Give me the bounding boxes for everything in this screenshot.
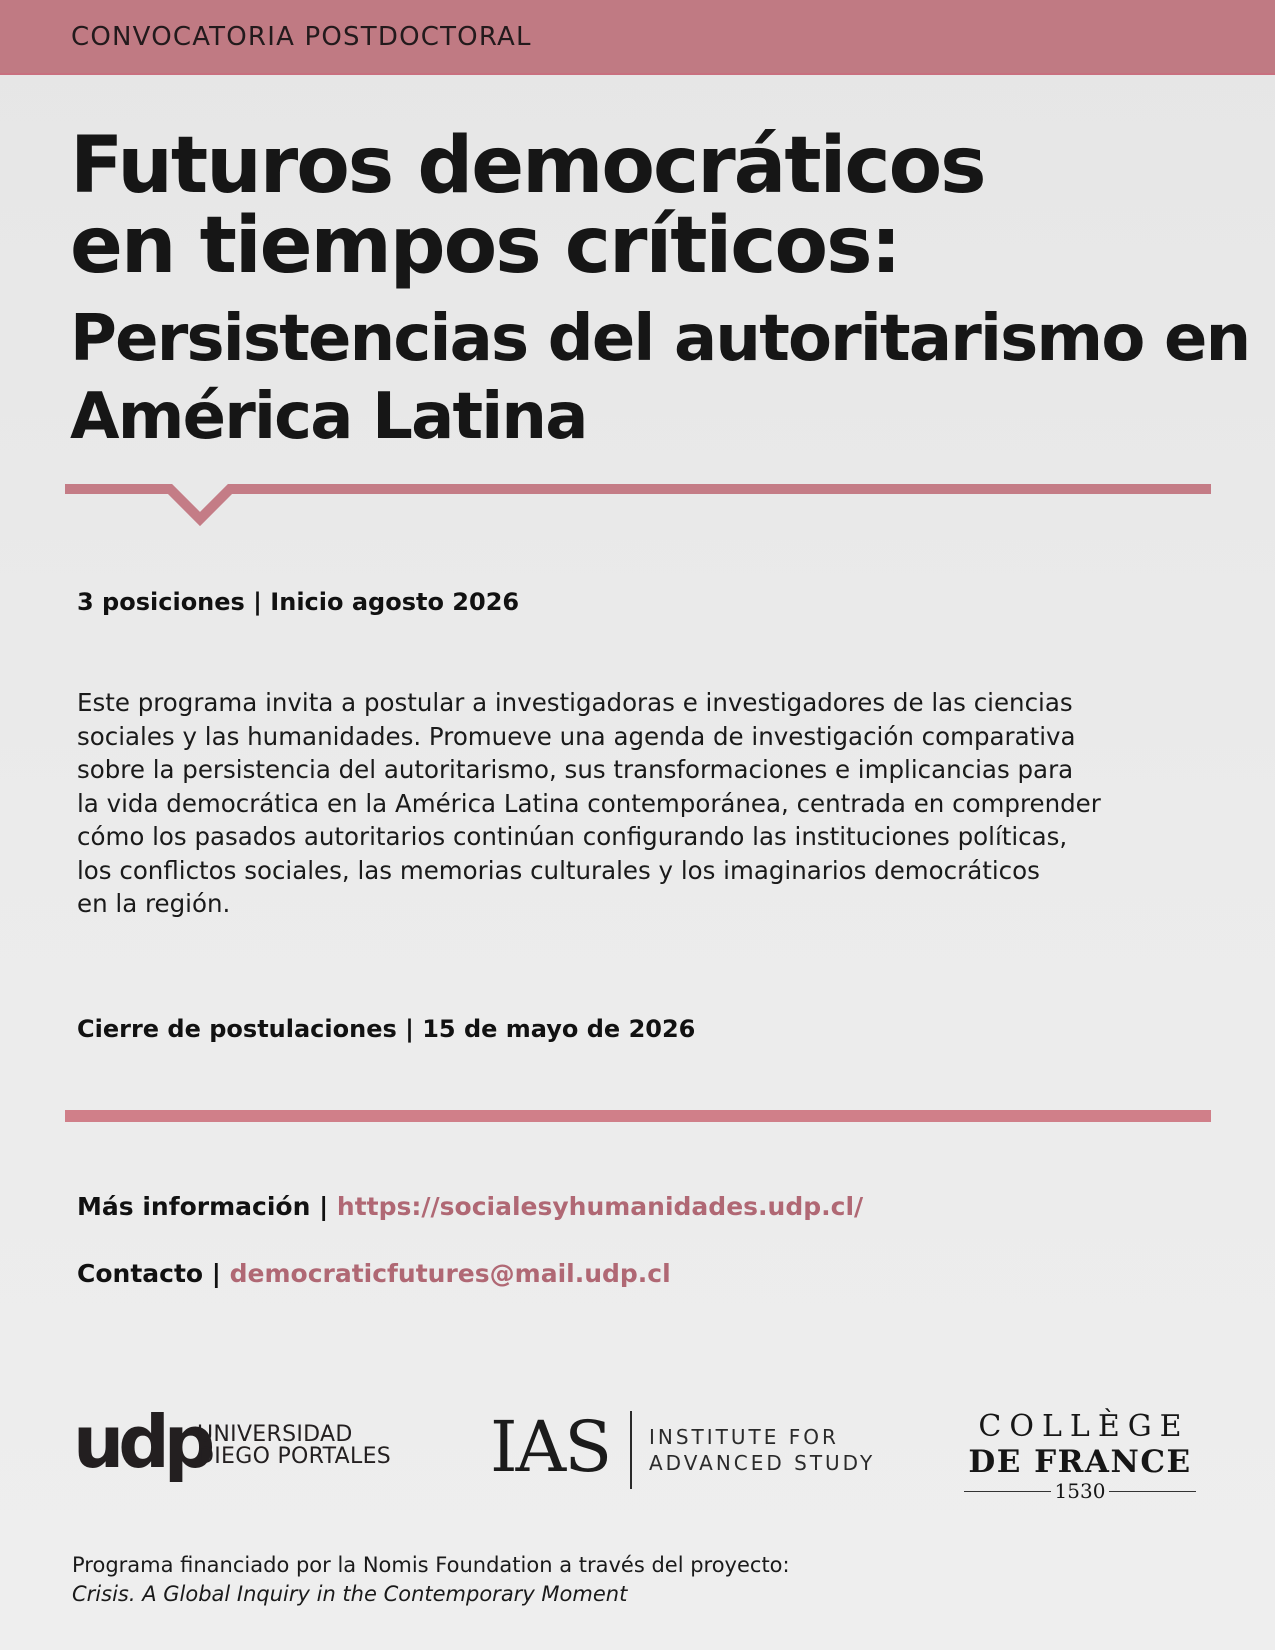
funding-project: Crisis. A Global Inquiry in the Contemporary Moment (72, 1582, 628, 1606)
title-line-1: Futuros democráticos (70, 121, 985, 211)
more-info-link[interactable]: https://socialesyhumanidades.udp.cl/ (336, 1192, 864, 1221)
subtitle-line-2: América Latina (70, 380, 587, 454)
contact-email-link[interactable]: democraticfutures@mail.udp.cl (229, 1259, 671, 1288)
ias-logo-separator (630, 1411, 632, 1489)
ias-logo-line-2: ADVANCED STUDY (649, 1451, 876, 1475)
ias-logo-text (649, 1424, 875, 1476)
udp-logo-line-1: UNIVERSIDAD (197, 1422, 353, 1447)
header-label: CONVOCATORIA POSTDOCTORAL (71, 22, 532, 52)
cdf-logo-line-2: DE FRANCE (968, 1444, 1192, 1480)
description-line: sociales y las humanidades. Promueve una agenda de investigación comparativa (77, 721, 1076, 751)
positions-info: 3 posiciones | Inicio agosto 2026 (77, 588, 520, 616)
description-line: la vida democrática en la América Latina contemporánea, centrada en comprender (77, 788, 1101, 818)
description-line: los conflictos sociales, las memorias culturales y los imaginarios democráticos (77, 855, 1040, 885)
chevron-divider (65, 484, 1211, 530)
description-line: cómo los pasados autoritarios continúan configurando las instituciones políticas, (77, 822, 1068, 851)
page-subtitle (70, 300, 1249, 456)
chevron-down-icon (65, 489, 1211, 519)
funding-note (72, 1551, 790, 1609)
cdf-rule-right (1109, 1491, 1196, 1492)
description-paragraph (77, 686, 1217, 921)
funding-line: Programa financiado por la Nomis Foundation a través del proyecto: (72, 1553, 790, 1577)
cdf-logo-year: 1530 (1054, 1479, 1106, 1503)
title-line-2: en tiempos críticos: (70, 201, 900, 291)
udp-logo-text (197, 1424, 391, 1468)
contact-row (77, 1259, 671, 1288)
subtitle-line-1: Persistencias del autoritarismo en (70, 302, 1250, 376)
header-band (0, 0, 1275, 75)
section-divider (65, 1110, 1211, 1122)
ias-logo-mark: IAS (490, 1406, 611, 1488)
udp-logo-line-2: DIEGO PORTALES (197, 1444, 392, 1469)
college-de-france-logo (964, 1410, 1196, 1502)
udp-logo-mark: udp (73, 1400, 210, 1484)
more-info-row (77, 1192, 863, 1221)
contact-label: Contacto | (77, 1259, 230, 1288)
ias-logo (490, 1408, 890, 1488)
description-line: Este programa invita a postular a investigadoras e investigadores de las ciencias (77, 688, 1073, 717)
deadline-info: Cierre de postulaciones | 15 de mayo de 2026 (77, 1015, 696, 1043)
more-info-label: Más información | (77, 1192, 337, 1221)
cdf-logo-line-1: COLLÈGE (978, 1409, 1190, 1444)
description-line: en la región. (77, 889, 231, 918)
cdf-logo-year-row (964, 1480, 1196, 1502)
description-line: sobre la persistencia del autoritarismo, sus transformaciones e implicancias para (77, 755, 1074, 784)
ias-logo-line-1: INSTITUTE FOR (649, 1425, 839, 1449)
cdf-rule-left (964, 1491, 1051, 1492)
page-title (70, 121, 985, 291)
